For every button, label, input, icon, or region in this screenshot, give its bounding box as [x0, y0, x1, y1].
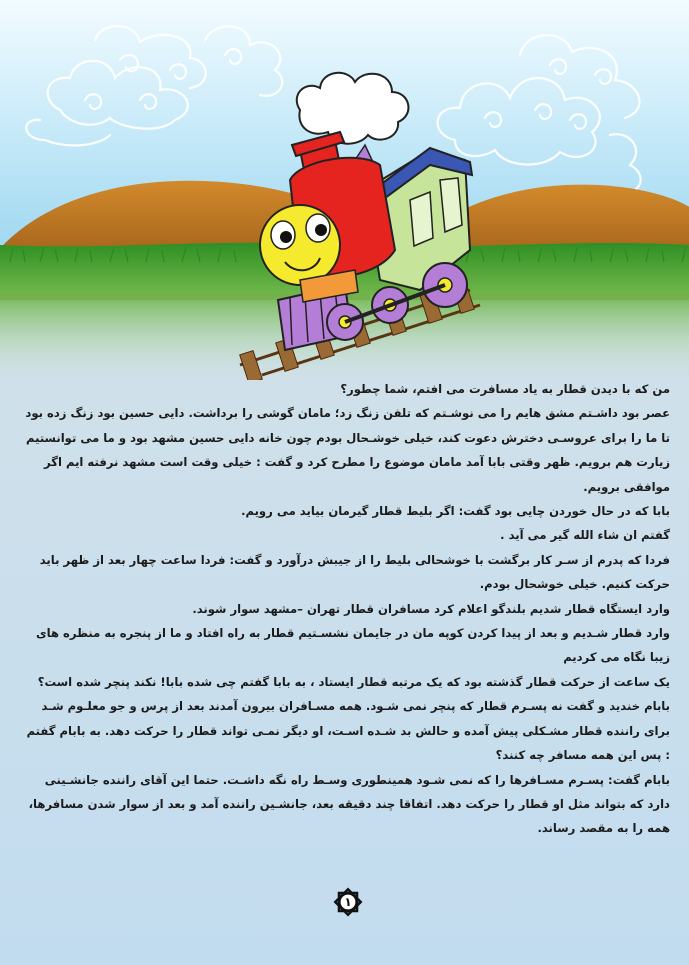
swirl-cloud-left-icon — [26, 26, 282, 145]
smoke-cloud-icon — [297, 73, 409, 144]
story-text — [22, 377, 670, 841]
paragraph-5: فردا که پدرم از سـر کار برگشت با خوشحالی بلیط را از جیبش درآورد و گفت: فردا ساعت چهار بعد از ظهر باید حرکت کنیم. خیلی خوشحال بودم. — [39, 552, 670, 592]
paragraph-8: یک ساعت از حرکت قطار گذشته بود که یک مرتبه قطار ایستاد ، به بابا گفتم چی شده بابا! نکند پنچر شده است؟ — [37, 674, 670, 689]
paragraph-9: بابام خندید و گفت نه پسـرم قطار که پنچر نمی شـود. همه مسـافران بیرون آمدند بعد از پرس و جو معلـوم شـد برای راننده قطار مشـکلی پیش آمده و حالش بد شـده اسـت، او دیگر نمـی تواند قطار را حرکت دهد. به بابام گفتم : پس این همه مسافر چه کنند؟ — [26, 699, 670, 763]
paragraph-1: من که با دیدن قطار به یاد مسافرت می افتم، شما چطور؟ — [340, 382, 670, 396]
paragraph-6: وارد ایستگاه قطار شدیم بلندگو اعلام کرد مسافران قطار تهران –مشهد سوار شوند. — [192, 601, 670, 616]
paragraph-10: بابام گفت: پسـرم مسـافرها را که نمی شـود همینطوری وسـط راه نگه داشـت. حتما این آقای راننده جانشـینی دارد که بتواند مثل او قطار را حرکت دهد. اتفاقا چند دقیقه بعد، جانشـین راننده آمد و بعد از سوار شدن مسافرها، همه را به مقصد رساند. — [28, 772, 670, 836]
illustration-scene — [0, 0, 689, 380]
paragraph-7: وارد قطار شـدیم و بعد از پیدا کردن کوپه مان در جایمان نشسـتیم قطار به راه افتاد و ما از پنجره به منظره های زیبا نگاه می کردیم — [36, 626, 670, 665]
paragraph-4: گفتم ان شاء الله گیر می آید . — [500, 528, 670, 543]
page-number-badge — [331, 885, 365, 919]
page-number: ۱ — [344, 895, 352, 909]
paragraph-3: بابا که در حال خوردن چایی بود گفت: اگر بلیط قطار گیرمان بیاید می رویم. — [241, 504, 670, 519]
paragraph-2: عصر بود داشـتم مشق هایم را می نوشـتم که تلفن زنگ زد؛ مامان گوشی را برداشت. دایی حسین بود زنگ زده بود تا ما را برای عروسـی دخترش دعوت کند، خیلی خوشـحال بودم چون خانه دایی حسین مشهد بود و ما می توانستیم زیارت هم برویم. ظهر وقتی بابا آمد مامان موضوع را مطرح کرد و گفت : خیلی وقت است مشهد نرفته ایم اگر موافقی برویم. — [25, 406, 670, 494]
